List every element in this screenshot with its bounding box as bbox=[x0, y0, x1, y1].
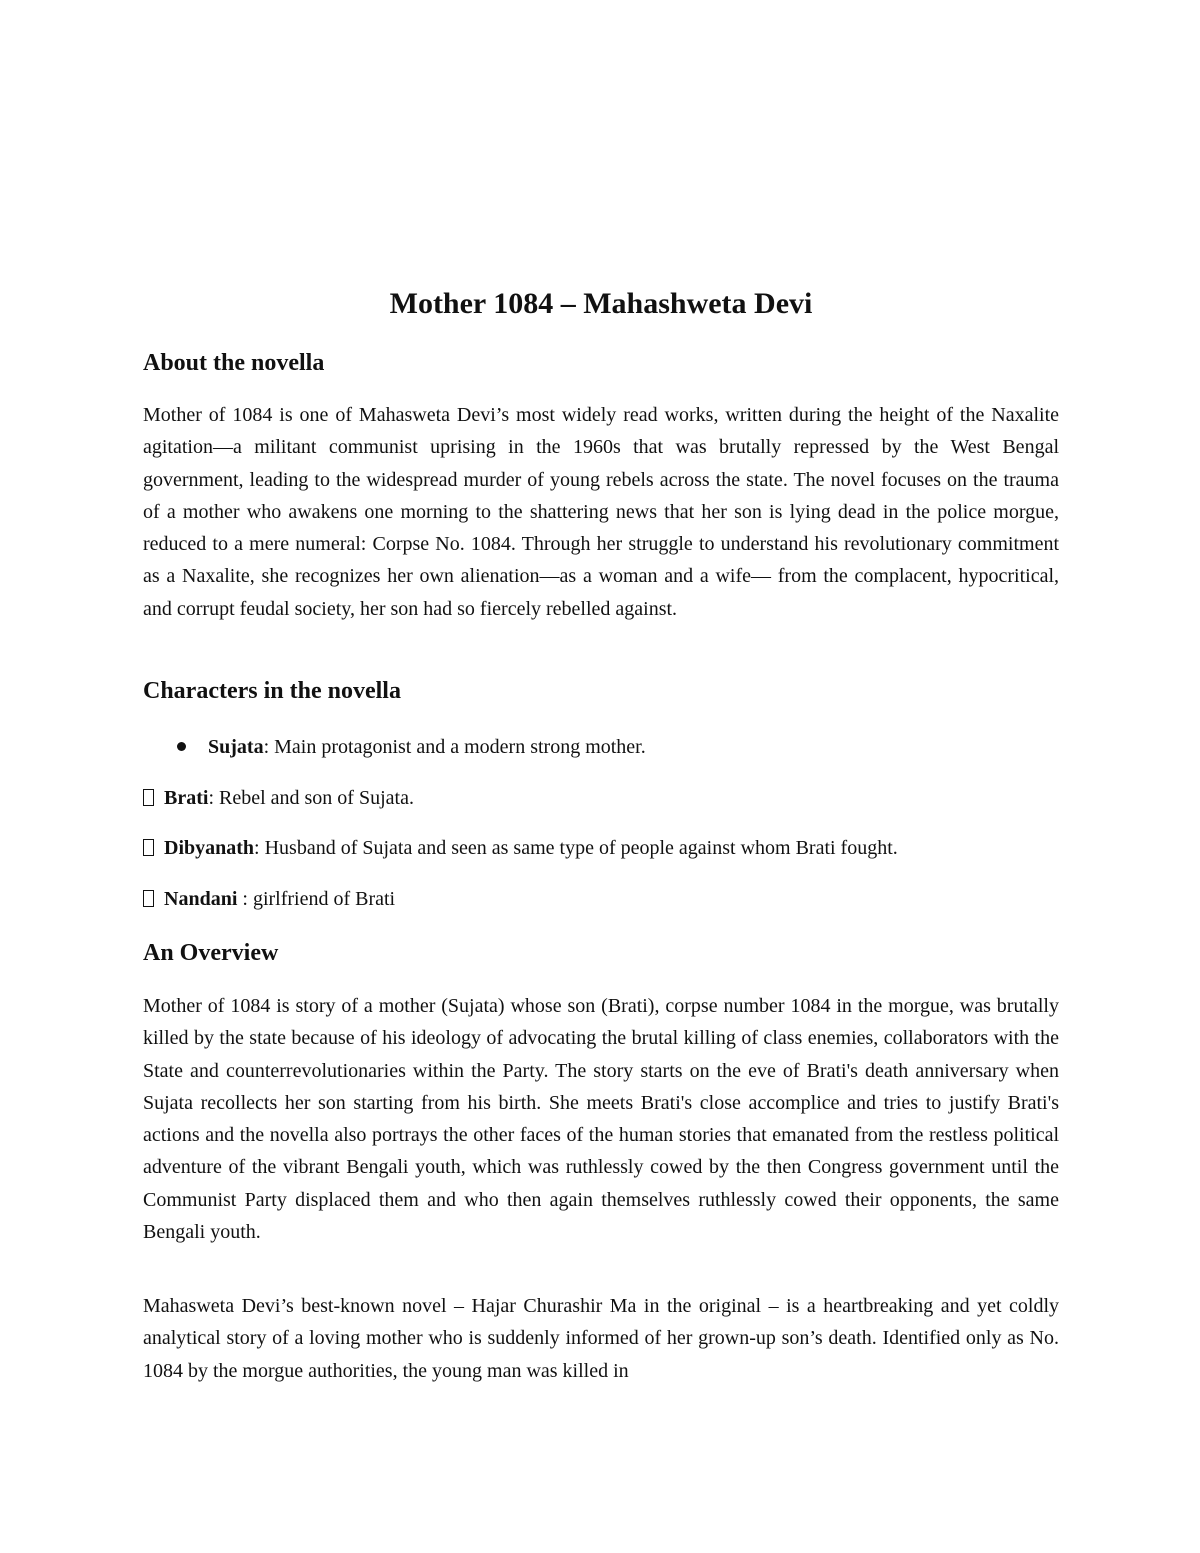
bullet-icon bbox=[177, 742, 186, 751]
character-name: Brati bbox=[164, 787, 209, 809]
character-item-brati bbox=[143, 783, 1059, 813]
character-sep: : bbox=[237, 888, 253, 910]
character-name: Nandani bbox=[164, 888, 238, 910]
character-sep: : bbox=[254, 837, 265, 859]
overview-paragraph-2: Mahasweta Devi’s best-known novel – Hajar Churashir Ma in the original – is a heartbreaking and yet coldly analytical story of a loving mother who is suddenly informed of her grown-up son’s death. Identified only as No. 1084 by the morgue authorities, the young man was killed in bbox=[143, 1295, 1059, 1382]
character-name: Sujata bbox=[208, 736, 264, 758]
character-desc: Main protagonist and a modern strong mother. bbox=[274, 736, 646, 758]
character-desc: Rebel and son of Sujata. bbox=[219, 787, 414, 809]
character-name: Dibyanath bbox=[164, 837, 255, 859]
character-item-dibyanath bbox=[143, 833, 1059, 863]
missing-glyph-box-icon bbox=[143, 839, 154, 856]
character-item-sujata bbox=[143, 732, 1059, 762]
heading-characters: Characters in the novella bbox=[143, 678, 401, 704]
missing-glyph-box-icon bbox=[143, 789, 154, 806]
heading-overview: An Overview bbox=[143, 940, 279, 966]
character-item-nandani bbox=[143, 884, 1059, 914]
character-sep: : bbox=[208, 787, 219, 809]
heading-about: About the novella bbox=[143, 350, 325, 376]
character-sep: : bbox=[263, 736, 275, 758]
character-desc: Husband of Sujata and seen as same type of people against whom Brati fought. bbox=[264, 837, 898, 859]
character-desc: girlfriend of Brati bbox=[252, 888, 396, 910]
document-title: Mother 1084 – Mahashweta Devi bbox=[389, 287, 813, 320]
missing-glyph-box-icon bbox=[143, 890, 154, 907]
overview-paragraph-1: Mother of 1084 is story of a mother (Sujata) whose son (Brati), corpse number 1084 in the morgue, was brutally killed by the state because of his ideology of advocating the brutal killing of class enemies, collaborators with the State and counterrevolutionaries within the Party. The story starts on the eve of Brati's death anniversary when Sujata recollects her son starting from his birth. She meets Brati's close accomplice and tries to justify Brati's actions and the novella also portrays the other faces of the human stories that emanated from the restless political adventure of the vibrant Bengali youth, which was ruthlessly cowed by the then Congress government until the Communist Party displaced them and who then again themselves ruthlessly cowed their opponents, the same Bengali youth. bbox=[143, 995, 1059, 1244]
about-paragraph: Mother of 1084 is one of Mahasweta Devi’s most widely read works, written during the height of the Naxalite agitation—a militant communist uprising in the 1960s that was brutally repressed by the West Bengal government, leading to the widespread murder of young rebels across the state. The novel focuses on the trauma of a mother who awakens one morning to the shattering news that her son is lying dead in the police morgue, reduced to a mere numeral: Corpse No. 1084. Through her struggle to understand his revolutionary commitment as a Naxalite, she recognizes her own alienation—as a woman and a wife— from the complacent, hypocritical, and corrupt feudal society, her son had so fiercely rebelled against. bbox=[143, 404, 1059, 620]
